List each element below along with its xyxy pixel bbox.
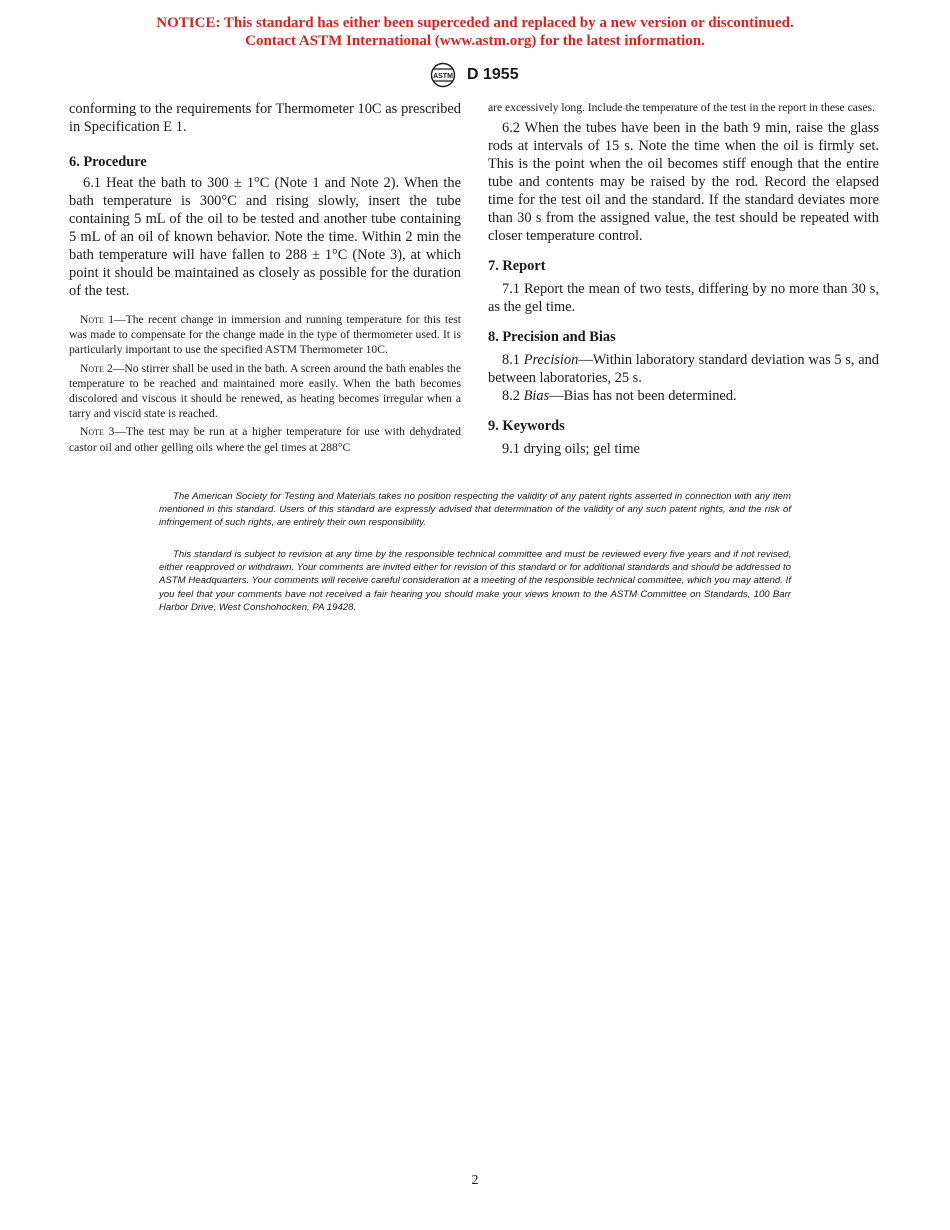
page-number: 2: [471, 1173, 479, 1188]
note-2-text: 2—No stirrer shall be used in the bath. A screen around the bath enables the temperature to be reached and maintained more easily. When the bath becomes discolored and viscous it should be renewed, as heating becomes irregular when a tarry and viscid state is reached.: [69, 361, 461, 421]
svg-text:ASTM: ASTM: [433, 73, 453, 80]
right-column: [488, 100, 879, 458]
paragraph-8-1: [488, 351, 879, 387]
document-header: [428, 62, 519, 88]
section-9-heading: 9. Keywords: [488, 418, 565, 435]
paragraph-8-2-number: 8.2: [502, 388, 524, 405]
section-8-heading: 8. Precision and Bias: [488, 329, 616, 346]
note-1-text: 1—The recent change in immersion and running temperature for this test was made to compensate for the change made in the type of thermometer used. It is particularly important to use the specified ASTM Thermometer 10C.: [69, 313, 461, 357]
astm-logo-icon: [428, 62, 458, 88]
paragraph-9-1: 9.1 drying oils; gel time: [502, 441, 640, 458]
designation: D 1955: [467, 66, 519, 83]
note-2-label: Note: [80, 361, 104, 375]
patent-disclaimer: [159, 490, 791, 530]
notice-banner: [0, 14, 950, 50]
carryover-paragraph: conforming to the requirements for Thermometer 10C as prescribed in Specification E 1.: [69, 101, 461, 135]
paragraph-6-1: 6.1 Heat the bath to 300 ± 1°C (Note 1 and Note 2). When the bath temperature is 300°C and rising slowly, insert the tube containing 5 mL of the oil to be tested and another tube containing 5 mL of an oil of known behavior. Note the time. Within 2 min the bath temperature will have fallen to 288 ± 1°C (Note 3), at which point it should be maintained as closely as possible for the duration of the test.: [69, 175, 461, 299]
bias-term: Bias: [523, 388, 550, 405]
revision-notice-text: This standard is subject to revision at any time by the responsible technical committee and must be reviewed every five years and if not revised, either reapproved or withdrawn. Your comments are invited either for revision of this standard or for additional standards and should be addressed to ASTM Headquarters. Your comments will receive careful consideration at a meeting of the responsible technical committee, which you may attend. If you feel that your comments have not received a fair hearing you should make your views known to the ASTM Committee on Standards, 100 Barr Harbor Drive, West Conshohocken, PA 19428.: [159, 549, 791, 613]
note-3-text: 3—The test may be run at a higher temperature for use with dehydrated castor oil and other gelling oils where the gel times at 288°C: [69, 425, 461, 454]
note-3: [69, 424, 461, 454]
paragraph-6-2: 6.2 When the tubes have been in the bath 9 min, raise the glass rods at intervals of 15 s. Note the time when the oil is firmly set. This is the point when the oil becomes stiff enough that the entire tube and contents may be raised by the rod. Record the elapsed time for the test oil and the standard. If the standard deviates more than 30 s from the assigned value, the test should be repeated with closer temperature control.: [488, 120, 879, 245]
revision-notice: [159, 548, 791, 614]
note-1-label: Note: [80, 313, 104, 326]
patent-disclaimer-text: The American Society for Testing and Materials takes no position respecting the validity of any patent rights asserted in connection with any item mentioned in this standard. Users of this standard are expressly advised that determination of the validity of any such patent rights, and the risk of infringement of such rights, are entirely their own responsibility.: [159, 491, 791, 529]
note-2: [69, 361, 461, 422]
left-column: [69, 100, 461, 455]
section-6-heading: 6. Procedure: [69, 154, 147, 170]
section-7-heading: 7. Report: [488, 258, 546, 275]
precision-term: Precision: [523, 352, 579, 369]
note-1: [69, 312, 461, 358]
note-3-label: Note: [80, 425, 104, 439]
note-3-continued: are excessively long. Include the temperature of the test in the report in these cases.: [488, 101, 875, 114]
notice-line-1: NOTICE: This standard has either been superceded and replaced by a new version or discontinued.: [156, 15, 794, 31]
paragraph-7-1: 7.1 Report the mean of two tests, differing by no more than 30 s, as the gel time.: [488, 281, 879, 316]
paragraph-8-2: [488, 387, 879, 405]
notice-line-2: Contact ASTM International (www.astm.org) for the latest information.: [245, 33, 705, 49]
paragraph-8-1-text: —Within laboratory standard deviation was 5 s, and between laboratories, 25 s.: [488, 352, 879, 387]
paragraph-8-1-number: 8.1: [502, 352, 524, 369]
paragraph-8-2-text: —Bias has not been determined.: [549, 388, 737, 405]
